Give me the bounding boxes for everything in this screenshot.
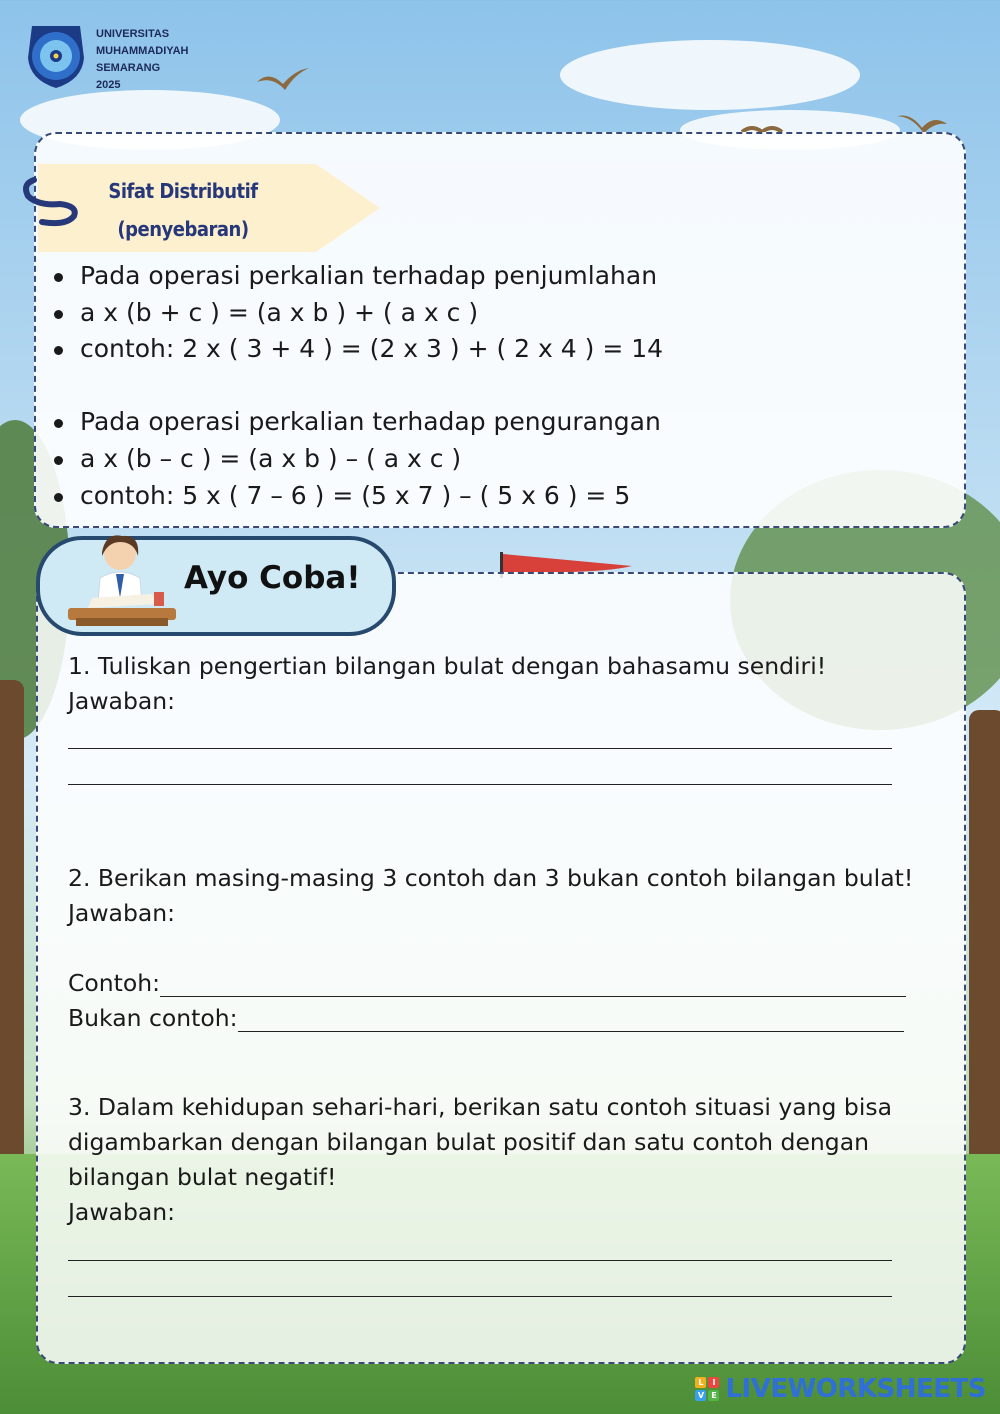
university-line: SEMARANG — [96, 62, 161, 74]
hook-icon — [20, 176, 82, 228]
university-name — [96, 26, 188, 94]
university-header — [24, 22, 188, 94]
theory-example: contoh: 2 x ( 3 + 4 ) = (2 x 3 ) + ( 2 x 4 ) = 14 — [50, 331, 663, 368]
liveworksheets-brand[interactable] — [695, 1374, 986, 1404]
answer-line[interactable] — [68, 784, 892, 785]
logo-letter: E — [708, 1390, 719, 1401]
university-line: UNIVERSITAS — [96, 28, 170, 40]
theory-formula: a x (b – c ) = (a x b ) – ( a x c ) — [50, 441, 663, 478]
cloud — [560, 40, 860, 110]
logo-letter: L — [695, 1377, 706, 1388]
section-title — [108, 172, 258, 248]
theory-example: contoh: 5 x ( 7 – 6 ) = (5 x 7 ) – ( 5 x 6 ) = 5 — [50, 478, 663, 515]
question-3-line: digambarkan dengan bilangan bulat positif dan satu contoh dengan — [68, 1128, 870, 1156]
university-line: MUHAMMADIYAH — [96, 45, 189, 57]
question-2: 2. Berikan masing-masing 3 contoh dan 3 bukan contoh bilangan bulat! — [68, 864, 914, 892]
theory-item: Pada operasi perkalian terhadap pengurangan — [50, 404, 663, 441]
nonexample-label: Bukan contoh: — [68, 1004, 238, 1032]
university-year: 2025 — [96, 79, 121, 91]
list-spacer — [50, 368, 663, 405]
example-answer-line[interactable] — [160, 996, 906, 997]
answer-line[interactable] — [68, 748, 892, 749]
liveworksheets-logo-icon — [695, 1377, 719, 1401]
example-label: Contoh: — [68, 969, 161, 997]
answer-label: Jawaban: — [68, 899, 176, 927]
answer-line[interactable] — [68, 1260, 892, 1261]
question-1: 1. Tuliskan pengertian bilangan bulat dengan bahasamu sendiri! — [68, 652, 827, 680]
university-seal-icon — [24, 22, 88, 90]
theory-item: Pada operasi perkalian terhadap penjumlahan — [50, 258, 663, 295]
question-3-line: bilangan bulat negatif! — [68, 1163, 337, 1191]
student-reading-icon — [62, 528, 180, 628]
theory-formula: a x (b + c ) = (a x b ) + ( a x c ) — [50, 295, 663, 332]
answer-line[interactable] — [68, 1296, 892, 1297]
question-3: 3. Dalam kehidupan sehari-hari, berikan satu contoh situasi yang bisa — [68, 1093, 893, 1121]
answer-label: Jawaban: — [68, 687, 176, 715]
logo-letter: I — [708, 1377, 719, 1388]
nonexample-answer-line[interactable] — [238, 1031, 904, 1032]
section-subtitle: (penyebaran) — [117, 217, 249, 241]
logo-letter: V — [695, 1390, 706, 1401]
theory-list — [50, 258, 663, 514]
bird-icon — [255, 66, 311, 92]
answer-label: Jawaban: — [68, 1198, 176, 1226]
exercise-panel — [36, 572, 966, 1364]
exercise-title: Ayo Coba! — [184, 560, 361, 596]
section-title-line: Sifat Distributif — [108, 179, 258, 203]
liveworksheets-wordmark: LIVEWORKSHEETS — [725, 1374, 986, 1404]
